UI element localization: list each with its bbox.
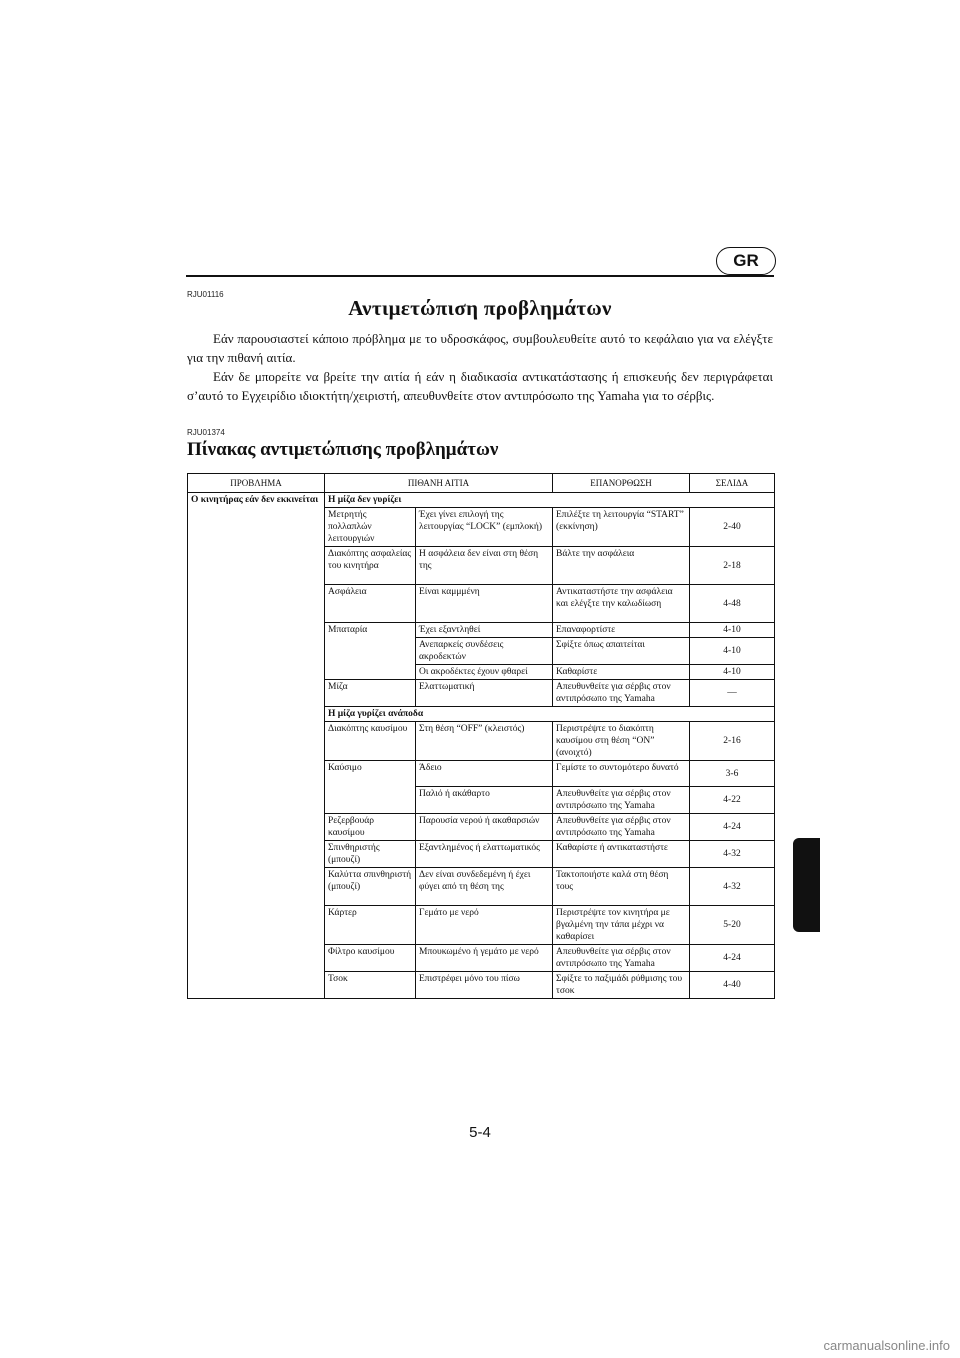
cause-cell: Γεμάτο με νερό xyxy=(416,906,553,945)
group-heading-row xyxy=(188,493,775,508)
problem-cell: Ο κινητήρας εάν δεν εκκινείται xyxy=(188,493,325,999)
fix-cell: Απευθυνθείτε για σέρβις στον αντιπρόσωπο της Yamaha xyxy=(553,814,690,841)
chapter-tab xyxy=(793,838,820,932)
component-cell: Καλύττα σπινθηριστή (μπουζί) xyxy=(325,868,416,906)
page-cell: 2-16 xyxy=(690,722,775,761)
header-page: ΣΕΛΙΔΑ xyxy=(690,474,775,493)
component-cell: Φίλτρο καυσίμου xyxy=(325,945,416,972)
intro-paragraph-2: Εάν δε μπορείτε να βρείτε την αιτία ή εάν η διαδικασία αντικατάστασης ή επισκευής δεν περιγράφεται σ’αυτό το Εγχειρίδιο ιδιοκτήτη/χειριστή, απευθυνθείτε στον αντιπρόσωπο της Yamaha για το σέρβις. xyxy=(187,369,773,403)
language-badge: GR xyxy=(716,247,776,275)
page-cell: 2-40 xyxy=(690,508,775,547)
intro-paragraph-1: Εάν παρουσιαστεί κάποιο πρόβλημα με το υδροσκάφος, συμβουλευθείτε αυτό το κεφάλαιο για να ελέγξτε για την πιθανή αιτία. xyxy=(187,331,773,365)
fix-cell: Καθαρίστε ή αντικαταστήστε xyxy=(553,841,690,868)
cause-cell: Παρουσία νερού ή ακαθαρσιών xyxy=(416,814,553,841)
table-header-row xyxy=(188,474,775,493)
cause-cell: Ανεπαρκείς συνδέσεις ακροδεκτών xyxy=(416,638,553,665)
page-cell: 5-20 xyxy=(690,906,775,945)
cause-cell: Ελαττωματική xyxy=(416,680,553,707)
component-cell: Τσοκ xyxy=(325,972,416,999)
cause-cell: Δεν είναι συνδεδεμένη ή έχει φύγει από τη θέση της xyxy=(416,868,553,906)
page-cell: 4-24 xyxy=(690,814,775,841)
group-heading: Η μίζα δεν γυρίζει xyxy=(325,493,775,508)
cause-cell: Εξαντλημένος ή ελαττωματικός xyxy=(416,841,553,868)
page-cell: 4-48 xyxy=(690,585,775,623)
component-cell: Ασφάλεια xyxy=(325,585,416,623)
component-cell: Μίζα xyxy=(325,680,416,707)
fix-cell: Περιστρέψτε το διακόπτη καυσίμου στη θέση “ON” (ανοιχτό) xyxy=(553,722,690,761)
intro-text xyxy=(187,329,773,405)
page-title: Αντιμετώπιση προβλημάτων xyxy=(348,296,612,320)
header-problem: ΠΡΟΒΛΗΜΑ xyxy=(188,474,325,493)
component-cell: Μετρητής πολλαπλών λειτουργιών xyxy=(325,508,416,547)
cause-cell: Μπουκωμένο ή γεμάτο με νερό xyxy=(416,945,553,972)
fix-cell: Επαναφορτίστε xyxy=(553,623,690,638)
troubleshooting-table xyxy=(187,473,775,999)
page-cell: 4-10 xyxy=(690,623,775,638)
page-cell: 4-10 xyxy=(690,638,775,665)
cause-cell: Έχει εξαντληθεί xyxy=(416,623,553,638)
header-rule xyxy=(186,275,774,277)
fix-cell: Σφίξτε όπως απαιτείται xyxy=(553,638,690,665)
fix-cell: Τακτοποιήστε καλά στη θέση τους xyxy=(553,868,690,906)
cause-cell: Είναι καμμμένη xyxy=(416,585,553,623)
page-cell: 4-32 xyxy=(690,868,775,906)
fix-cell: Απευθυνθείτε για σέρβις στον αντιπρόσωπο της Yamaha xyxy=(553,945,690,972)
section-code: RJU01116 xyxy=(187,290,224,299)
fix-cell: Περιστρέψτε τον κινητήρα με βγαλμένη την τάπα μέχρι να καθαρίσει xyxy=(553,906,690,945)
page-cell: 2-18 xyxy=(690,547,775,585)
component-cell: Καύσιμο xyxy=(325,761,416,814)
component-cell: Ρεζερβουάρ καυσίμου xyxy=(325,814,416,841)
component-cell: Σπινθηριστής (μπουζί) xyxy=(325,841,416,868)
table-title: Πίνακας αντιμετώπισης προβλημάτων xyxy=(187,439,499,460)
fix-cell: Βάλτε την ασφάλεια xyxy=(553,547,690,585)
page-cell: 4-22 xyxy=(690,787,775,814)
fix-cell: Απευθυνθείτε για σέρβις στον αντιπρόσωπο της Yamaha xyxy=(553,787,690,814)
page-number: 5-4 xyxy=(469,1124,491,1141)
group-heading: Η μίζα γυρίζει ανάποδα xyxy=(325,707,775,722)
cause-cell: Οι ακροδέκτες έχουν φθαρεί xyxy=(416,665,553,680)
cause-cell: Επιστρέφει μόνο του πίσω xyxy=(416,972,553,999)
header-fix: ΕΠΑΝΟΡΘΩΣΗ xyxy=(553,474,690,493)
header-cause: ΠΙΘΑΝΗ ΑΙΤΙΑ xyxy=(325,474,553,493)
page-cell: 3-6 xyxy=(690,761,775,787)
page-cell: 4-32 xyxy=(690,841,775,868)
component-cell: Μπαταρία xyxy=(325,623,416,680)
section-code: RJU01374 xyxy=(187,428,225,437)
fix-cell: Καθαρίστε xyxy=(553,665,690,680)
fix-cell: Γεμίστε το συντομότερο δυνατό xyxy=(553,761,690,787)
component-cell: Διακόπτης καυσίμου xyxy=(325,722,416,761)
page-cell: — xyxy=(690,680,775,707)
cause-cell: Η ασφάλεια δεν είναι στη θέση της xyxy=(416,547,553,585)
page-cell: 4-24 xyxy=(690,945,775,972)
fix-cell: Επιλέξτε τη λειτουργία “START” (εκκίνηση) xyxy=(553,508,690,547)
fix-cell: Σφίξτε το παξιμάδι ρύθμισης του τσοκ xyxy=(553,972,690,999)
cause-cell: Παλιό ή ακάθαρτο xyxy=(416,787,553,814)
watermark: carmanualsonline.info xyxy=(823,1338,950,1353)
fix-cell: Απευθυνθείτε για σέρβις στον αντιπρόσωπο της Yamaha xyxy=(553,680,690,707)
cause-cell: Έχει γίνει επιλογή της λειτουργίας “LOCK” (εμπλοκή) xyxy=(416,508,553,547)
fix-cell: Αντικαταστήστε την ασφάλεια και ελέγξτε την καλωδίωση xyxy=(553,585,690,623)
page-cell: 4-40 xyxy=(690,972,775,999)
cause-cell: Στη θέση “OFF” (κλειστός) xyxy=(416,722,553,761)
component-cell: Κάρτερ xyxy=(325,906,416,945)
cause-cell: Άδειο xyxy=(416,761,553,787)
component-cell: Διακόπτης ασφαλείας του κινητήρα xyxy=(325,547,416,585)
page-cell: 4-10 xyxy=(690,665,775,680)
